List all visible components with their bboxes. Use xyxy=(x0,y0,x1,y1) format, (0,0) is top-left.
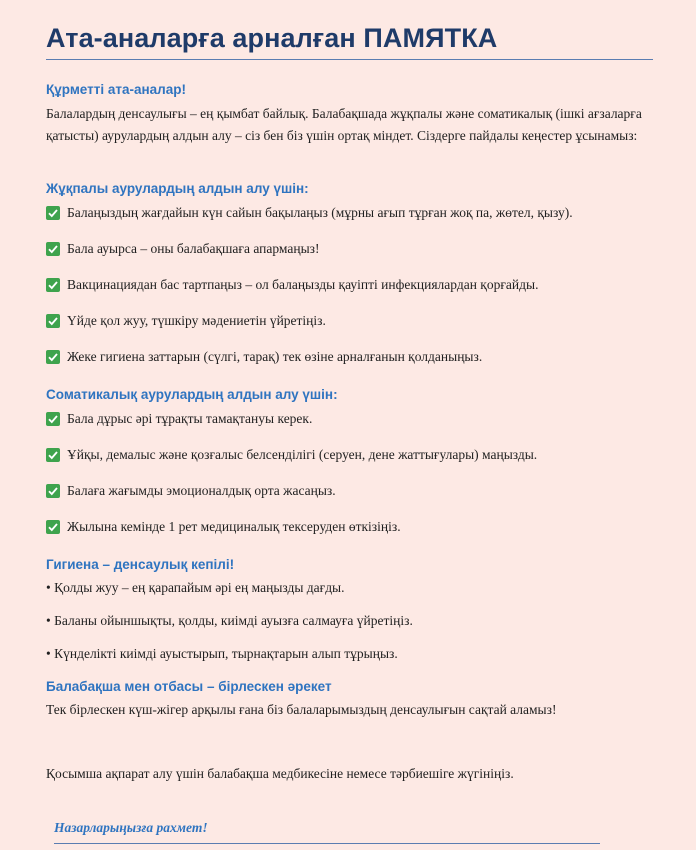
title-divider xyxy=(46,59,653,60)
memo-document xyxy=(46,18,656,781)
thanks-divider xyxy=(54,843,600,844)
hygiene-item: • Күнделікті киімді ауыстырып, тырнақтарын алып тұрыңыз. xyxy=(46,646,398,661)
somatic-item-text: Жылына кемінде 1 рет медициналық тексеруден өткізіңіз. xyxy=(67,519,401,534)
somatic-item xyxy=(46,411,312,427)
contact-note: Қосымша ақпарат алу үшін балабақша медбикесіне немесе тәрбиешіге жүгініңіз. xyxy=(46,766,514,781)
checkmark-icon xyxy=(46,520,60,534)
infectious-item-text: Балаңыздың жағдайын күн сайын бақылаңыз (мұрны ағып тұрған жоқ па, жөтел, қызу). xyxy=(67,205,573,220)
hygiene-item: • Баланы ойыншықты, қолды, киімді ауызға салмауға үйретіңіз. xyxy=(46,613,413,628)
infectious-item xyxy=(46,277,538,293)
hygiene-item: • Қолды жуу – ең қарапайым әрі ең маңызды дағды. xyxy=(46,580,345,595)
checkmark-icon xyxy=(46,242,60,256)
checkmark-icon xyxy=(46,278,60,292)
checkmark-icon xyxy=(46,314,60,328)
somatic-item xyxy=(46,519,401,535)
somatic-item-text: Бала дұрыс әрі тұрақты тамақтануы керек. xyxy=(67,411,313,426)
somatic-heading: Соматикалық аурулардың алдын алу үшін: xyxy=(46,387,338,402)
somatic-item-text: Ұйқы, демалыс және қозғалыс белсенділігі (серуен, дене жаттығулары) маңызды. xyxy=(67,447,538,462)
somatic-item xyxy=(46,483,336,499)
hygiene-heading: Гигиена – денсаулық кепілі! xyxy=(46,557,235,572)
infectious-item xyxy=(46,313,326,329)
checkmark-icon xyxy=(46,206,60,220)
joint-effort-heading: Балабақша мен отбасы – бірлескен әрекет xyxy=(46,679,332,694)
infectious-item-text: Бала ауырса – оны балабақшаға апармаңыз! xyxy=(67,241,320,256)
joint-effort-text: Тек бірлескен күш-жігер арқылы ғана біз балаларымыздың денсаулығын сақтай аламыз! xyxy=(46,702,557,717)
somatic-item xyxy=(46,447,537,463)
greeting-heading: Құрметті ата-аналар! xyxy=(46,82,186,97)
infectious-heading: Жұқпалы аурулардың алдын алу үшін: xyxy=(46,181,309,196)
intro-paragraph: Балалардың денсаулығы – ең қымбат байлық. Балабақшада жұқпалы және соматикалық (ішкі ағзаларға қатысты) аурулардың алдын алу – сіз бен біз үшін ортақ міндет. Сіздерге пайдалы кеңестер ұсынамыз: xyxy=(46,106,642,143)
page-title: Ата-аналарға арналған ПАМЯТКА xyxy=(46,23,498,53)
checkmark-icon xyxy=(46,412,60,426)
checkmark-icon xyxy=(46,350,60,364)
infectious-item-text: Жеке гигиена заттарын (сүлгі, тарақ) тек өзіне арналғанын қолданыңыз. xyxy=(67,349,483,364)
infectious-item xyxy=(46,349,482,365)
checkmark-icon xyxy=(46,448,60,462)
infectious-item xyxy=(46,241,319,257)
somatic-item-text: Балаға жағымды эмоционалдық орта жасаңыз. xyxy=(67,483,336,498)
infectious-item-text: Вакцинациядан бас тартпаңыз – ол балаңызды қауіпті инфекциялардан қорғайды. xyxy=(67,277,539,292)
infectious-item xyxy=(46,205,573,221)
checkmark-icon xyxy=(46,484,60,498)
infectious-item-text: Үйде қол жуу, түшкіру мәдениетін үйретіңіз. xyxy=(67,313,326,328)
thanks-note: Назарларыңызға рахмет! xyxy=(54,820,208,835)
